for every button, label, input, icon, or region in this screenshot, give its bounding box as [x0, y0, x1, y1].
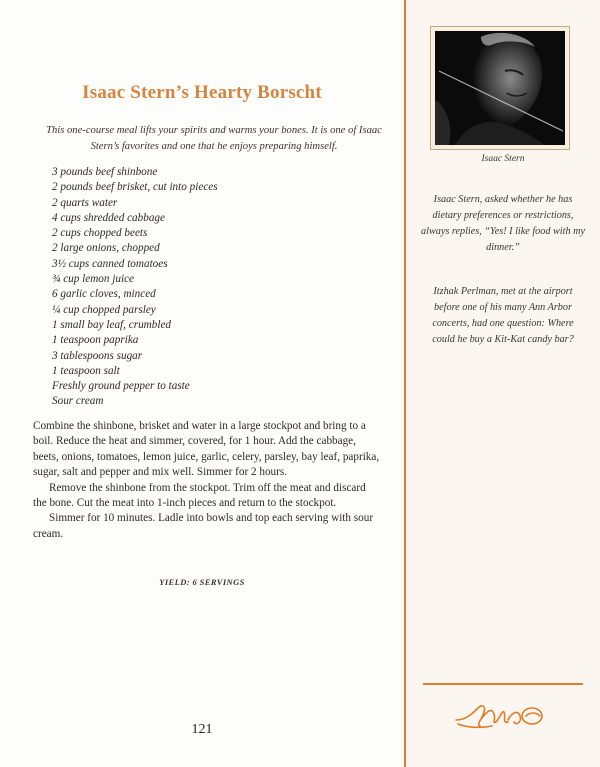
portrait-photo-image — [435, 31, 565, 145]
ingredient-item: 2 pounds beef brisket, cut into pieces — [52, 181, 218, 194]
ingredient-item: 3½ cups canned tomatoes — [52, 257, 168, 270]
ingredient-item: 3 tablespoons sugar — [52, 349, 143, 362]
ingredient-item: Freshly ground pepper to taste — [52, 380, 190, 393]
direction-paragraph: Simmer for 10 minutes. Ladle into bowls and top each serving with sour cream. — [33, 512, 374, 540]
sidebar-anecdote: Itzhak Perlman, met at the airport before one of his many Ann Arbor concerts, had one question: Where could he buy a Kit-Kat candy bar? — [432, 286, 574, 345]
ingredient-item: 2 large onions, chopped — [52, 242, 160, 255]
direction-paragraph: Combine the shinbone, brisket and water in a large stockpot and bring to a boil. Reduce the heat and simmer, covered, for 1 hour. Add the cabbage, beets, onions, tomatoes, lemon juice, garlic, celery, parsley, bay leaf, paprika, sugar, salt and pepper and mix well. Simmer for 2 hours. — [33, 420, 380, 479]
ingredient-item: 2 cups chopped beets — [52, 227, 148, 240]
sidebar — [406, 0, 600, 767]
ingredient-item: ¼ cup chopped parsley — [52, 303, 156, 316]
photo-caption: Isaac Stern — [481, 154, 525, 164]
ingredient-item: 4 cups shredded cabbage — [52, 211, 165, 224]
direction-paragraph: Remove the shinbone from the stockpot. Trim off the meat and discard the bone. Cut the meat into 1-inch pieces and return to the stockpot. — [33, 481, 366, 510]
ingredient-item: 1 teaspoon paprika — [52, 334, 139, 347]
portrait-photo — [431, 27, 569, 149]
page-number: 121 — [191, 722, 213, 737]
recipe-directions — [33, 419, 381, 542]
recipe-intro: This one-course meal lifts your spirits and warms your bones. It is one of Isaac Stern’s favorites and one that he enjoys preparing himself. — [46, 125, 382, 152]
recipe-yield: YIELD: 6 SERVINGS — [159, 577, 245, 587]
sidebar-rule — [423, 683, 583, 685]
ingredient-item: Sour cream — [52, 395, 104, 408]
recipe-title: Isaac Stern’s Hearty Borscht — [82, 82, 322, 103]
ingredient-item: 6 garlic cloves, minced — [52, 288, 156, 301]
ingredient-item: 2 quarts water — [52, 196, 118, 209]
ingredient-item: 1 teaspoon salt — [52, 364, 120, 377]
ingredient-item: ¾ cup lemon juice — [52, 273, 135, 286]
sidebar-quote: Isaac Stern, asked whether he has dietary preferences or restrictions, always replies, “Yes! I like food with my dinner.” — [421, 194, 585, 253]
ingredient-list — [52, 165, 218, 410]
ingredient-item: 3 pounds beef shinbone — [52, 166, 158, 178]
ingredient-item: 1 small bay leaf, crumbled — [52, 318, 172, 331]
flourish-ornament-icon — [452, 698, 552, 732]
